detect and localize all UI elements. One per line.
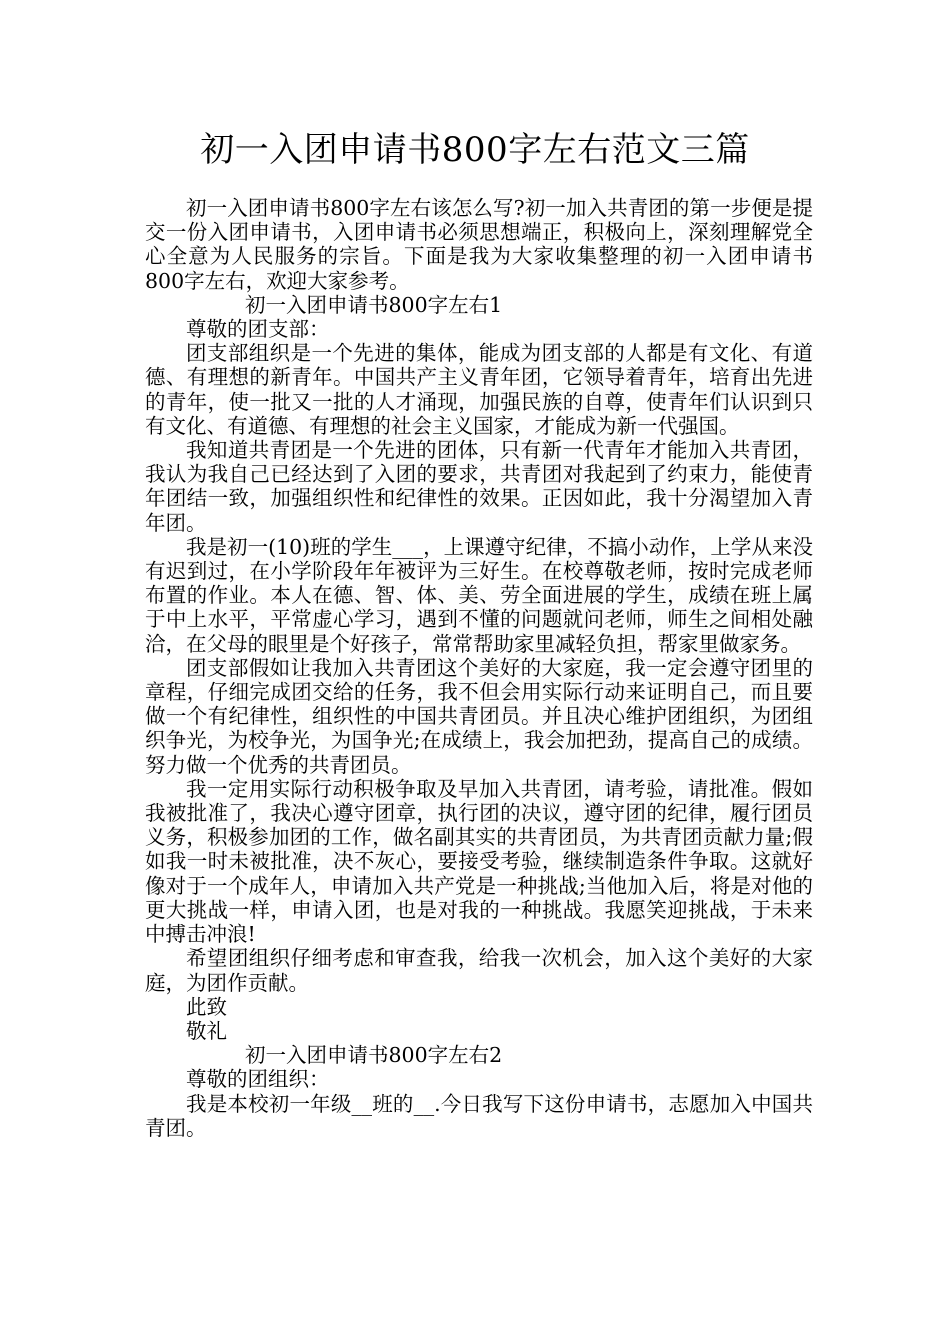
body-paragraph: 我知道共青团是一个先进的团体，只有新一代青年才能加入共青团，我认为我自己已经达到了入团的要求，共青团对我起到了约束力，能使青年团结一致，加强组织性和纪律性的效果。正因如此，我十分渴望加入青年团。	[145, 438, 813, 535]
section-heading-2: 初一入团申请书800字左右2	[245, 1043, 503, 1068]
body-paragraph: 团支部组织是一个先进的集体，能成为团支部的人都是有文化、有道德、有理想的新青年。中国共产主义青年团，它领导着青年，培育出先进的青年，使一批又一批的人才涌现，加强民族的自尊，使青年们认识到只有文化、有道德、有理想的社会主义国家，才能成为新一代强国。	[145, 341, 813, 438]
closing-line: 此致	[186, 994, 227, 1019]
body-paragraph: 我是初一(10)班的学生___，上课遵守纪律，不搞小动作，上学从来没有迟到过，在小学阶段年年被评为三好生。在校尊敬老师，按时完成老师布置的作业。本人在德、智、体、美、劳全面进展的学生，成绩在班上属于中上水平，平常虚心学习，遇到不懂的问题就问老师，师生之间相处融洽，在父母的眼里是个好孩子，常常帮助家里减轻负担，帮家里做家务。	[145, 534, 813, 656]
closing-salute: 敬礼	[186, 1018, 227, 1043]
section-heading-1: 初一入团申请书800字左右1	[245, 292, 503, 317]
salutation-1: 尊敬的团支部：	[186, 317, 330, 342]
body-paragraph: 我一定用实际行动积极争取及早加入共青团，请考验，请批准。假如我被批准了，我决心遵守团章，执行团的决议，遵守团的纪律，履行团员义务，积极参加团的工作，做名副其实的共青团员，为共青团贡献力量;假如我一时未被批准，决不灰心，要接受考验，继续制造条件争取。这就好像对于一个成年人，申请加入共产党是一种挑战;当他加入后，将是对他的更大挑战一样，申请入团，也是对我的一种挑战。我愿笑迎挑战，于未来中搏击冲浪!	[145, 776, 813, 947]
body-paragraph: 希望团组织仔细考虑和审查我，给我一次机会，加入这个美好的大家庭，为团作贡献。	[145, 946, 813, 995]
intro-paragraph: 初一入团申请书800字左右该怎么写?初一加入共青团的第一步便是提交一份入团申请书，入团申请书必须思想端正，积极向上，深刻理解党全心全意为人民服务的宗旨。下面是我为大家收集整理的初一入团申请书800字左右，欢迎大家参考。	[145, 196, 813, 293]
body-paragraph: 我是本校初一年级__班的__.今日我写下这份申请书，志愿加入中国共青团。	[145, 1091, 813, 1140]
salutation-2: 尊敬的团组织：	[186, 1067, 330, 1092]
body-paragraph: 团支部假如让我加入共青团这个美好的大家庭，我一定会遵守团里的章程，仔细完成团交给的任务，我不但会用实际行动来证明自己，而且要做一个有纪律性，组织性的中国共青团员。并且决心维护团组织，为团组织争光，为校争光，为国争光;在成绩上，我会加把劲，提高自己的成绩。努力做一个优秀的共青团员。	[145, 655, 813, 777]
document-title: 初一入团申请书800字左右范文三篇	[200, 130, 750, 170]
document-body	[145, 196, 813, 1140]
